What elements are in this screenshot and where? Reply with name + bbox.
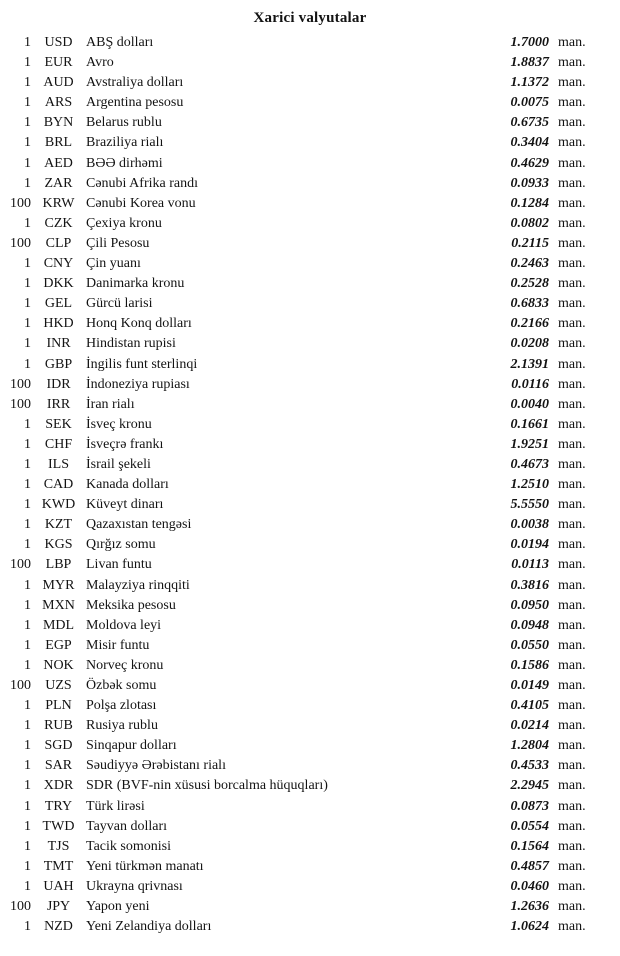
currency-row <box>0 616 620 636</box>
quantity-cell: 1 <box>24 316 31 332</box>
quantity-cell: 1 <box>24 75 31 91</box>
unit-cell: man. <box>558 75 586 91</box>
rate-cell: 0.0194 <box>510 537 549 553</box>
rate-cell: 1.7000 <box>510 35 549 50</box>
rate-cell: 0.4105 <box>510 698 549 714</box>
currency-name-cell: Tayvan dolları <box>86 818 168 834</box>
rate-cell: 2.2945 <box>510 778 549 794</box>
currency-row <box>0 756 620 776</box>
currency-row <box>0 877 620 897</box>
quantity-cell: 1 <box>24 698 31 714</box>
quantity-cell: 1 <box>24 35 31 50</box>
quantity-cell: 1 <box>24 537 31 553</box>
rate-cell: 1.0624 <box>510 919 549 935</box>
currency-name-cell: Çin yuanı <box>86 256 141 272</box>
unit-cell: man. <box>558 195 586 211</box>
unit-cell: man. <box>558 738 586 754</box>
quantity-cell: 1 <box>24 778 31 794</box>
rate-cell: 0.0460 <box>510 878 549 894</box>
currency-code-cell: BYN <box>43 115 74 131</box>
quantity-cell: 1 <box>24 577 31 593</box>
currency-row <box>0 696 620 716</box>
unit-cell: man. <box>558 35 586 50</box>
rate-cell: 0.0075 <box>510 95 549 111</box>
quantity-cell: 100 <box>10 195 31 211</box>
unit-cell: man. <box>558 135 586 151</box>
rate-cell: 1.8837 <box>510 55 549 71</box>
currency-row <box>0 174 620 194</box>
unit-cell: man. <box>558 718 586 734</box>
currency-name-cell: İsveçrə frankı <box>86 436 164 452</box>
rate-cell: 0.2115 <box>511 235 549 251</box>
currency-row <box>0 837 620 857</box>
currency-code-cell: CLP <box>45 235 72 251</box>
currency-code-cell: INR <box>46 336 71 352</box>
quantity-cell: 1 <box>24 818 31 834</box>
rate-cell: 5.5550 <box>510 497 549 513</box>
currency-row <box>0 515 620 535</box>
currency-code-cell: GBP <box>44 356 73 372</box>
currency-row <box>0 294 620 314</box>
unit-cell: man. <box>558 95 586 111</box>
quantity-cell: 1 <box>24 637 31 653</box>
currency-row <box>0 797 620 817</box>
currency-code-cell: SGD <box>44 738 73 754</box>
quantity-cell: 1 <box>24 758 31 774</box>
quantity-cell: 100 <box>10 396 31 412</box>
quantity-cell: 1 <box>24 477 31 493</box>
currency-row <box>0 917 620 937</box>
quantity-cell: 1 <box>24 657 31 673</box>
currency-code-cell: TWD <box>42 818 75 834</box>
quantity-cell: 1 <box>24 416 31 432</box>
rate-cell: 0.0950 <box>510 597 549 613</box>
currency-row <box>0 375 620 395</box>
currency-code-cell: ARS <box>44 95 73 111</box>
currency-row <box>0 395 620 415</box>
unit-cell: man. <box>558 778 586 794</box>
currency-code-cell: KGS <box>44 537 73 553</box>
unit-cell: man. <box>558 698 586 714</box>
unit-cell: man. <box>558 678 586 693</box>
unit-cell: man. <box>558 256 586 272</box>
currency-row <box>0 53 620 73</box>
currency-row <box>0 254 620 274</box>
quantity-cell: 100 <box>10 678 31 693</box>
currency-row <box>0 636 620 656</box>
currency-row <box>0 897 620 917</box>
currency-code-cell: MXN <box>42 597 75 613</box>
currency-name-cell: Cənubi Afrika randı <box>86 175 198 191</box>
quantity-cell: 1 <box>24 798 31 814</box>
currency-code-cell: USD <box>44 35 73 50</box>
rate-cell: 0.0214 <box>510 718 549 734</box>
currency-name-cell: Avro <box>86 55 114 71</box>
currency-row <box>0 93 620 113</box>
currency-name-cell: Belarus rublu <box>86 115 162 131</box>
rate-cell: 0.4533 <box>510 758 549 774</box>
currency-row <box>0 334 620 354</box>
quantity-cell: 100 <box>10 899 31 915</box>
currency-name-cell: Səudiyyə Ərəbistanı rialı <box>86 758 226 774</box>
rate-cell: 0.0149 <box>510 678 549 693</box>
currency-name-cell: Avstraliya dolları <box>86 75 184 91</box>
currency-name-cell: Yeni Zelandiya dolları <box>86 919 212 935</box>
rate-cell: 0.4629 <box>510 155 549 171</box>
unit-cell: man. <box>558 637 586 653</box>
currency-code-cell: TMT <box>43 858 74 874</box>
quantity-cell: 1 <box>24 356 31 372</box>
unit-cell: man. <box>558 296 586 312</box>
currency-code-cell: CAD <box>43 477 74 493</box>
currency-code-cell: TJS <box>47 838 70 854</box>
quantity-cell: 1 <box>24 256 31 272</box>
unit-cell: man. <box>558 557 586 573</box>
quantity-cell: 1 <box>24 95 31 111</box>
currency-name-cell: Sinqapur dolları <box>86 738 177 754</box>
quantity-cell: 1 <box>24 296 31 312</box>
rate-cell: 1.1372 <box>510 75 549 91</box>
currency-row <box>0 576 620 596</box>
currency-name-cell: İran rialı <box>86 396 135 412</box>
quantity-cell: 1 <box>24 55 31 71</box>
currency-code-cell: CNY <box>43 256 74 272</box>
unit-cell: man. <box>558 517 586 533</box>
currency-row <box>0 415 620 435</box>
unit-cell: man. <box>558 456 586 472</box>
currency-name-cell: Misir funtu <box>86 637 150 653</box>
currency-code-cell: KWD <box>41 497 76 513</box>
rate-cell: 0.3816 <box>510 577 549 593</box>
unit-cell: man. <box>558 55 586 71</box>
currency-code-cell: JPY <box>46 899 71 915</box>
currency-code-cell: MDL <box>42 617 75 633</box>
currency-row <box>0 234 620 254</box>
unit-cell: man. <box>558 316 586 332</box>
currency-name-cell: Meksika pesosu <box>86 597 176 613</box>
unit-cell: man. <box>558 597 586 613</box>
currency-name-cell: Argentina pesosu <box>86 95 184 111</box>
currency-name-cell: Yeni türkmən manatı <box>86 858 204 874</box>
currency-name-cell: Tacik somonisi <box>86 838 171 854</box>
rate-cell: 1.2510 <box>510 477 549 493</box>
currency-name-cell: Braziliya rialı <box>86 135 164 151</box>
unit-cell: man. <box>558 878 586 894</box>
currency-code-cell: AED <box>44 155 73 171</box>
unit-cell: man. <box>558 155 586 171</box>
currency-code-cell: NOK <box>43 657 74 673</box>
rate-cell: 1.2804 <box>510 738 549 754</box>
currency-name-cell: Danimarka kronu <box>86 276 185 292</box>
unit-cell: man. <box>558 497 586 513</box>
currency-code-cell: KRW <box>42 195 75 211</box>
currency-code-cell: MYR <box>42 577 75 593</box>
currency-code-cell: XDR <box>43 778 74 794</box>
currency-name-cell: Malayziya rinqqiti <box>86 577 190 593</box>
unit-cell: man. <box>558 235 586 251</box>
currency-name-cell: Gürcü larisi <box>86 296 153 312</box>
currency-code-cell: IDR <box>46 376 71 392</box>
currency-table <box>0 33 620 937</box>
currency-row <box>0 817 620 837</box>
currency-code-cell: BRL <box>44 135 73 151</box>
rate-cell: 0.0554 <box>510 818 549 834</box>
unit-cell: man. <box>558 657 586 673</box>
currency-row <box>0 716 620 736</box>
currency-code-cell: NZD <box>44 919 73 935</box>
currency-row <box>0 73 620 93</box>
currency-name-cell: İngilis funt sterlinqi <box>86 356 198 372</box>
unit-cell: man. <box>558 175 586 191</box>
unit-cell: man. <box>558 838 586 854</box>
currency-row <box>0 455 620 475</box>
unit-cell: man. <box>558 798 586 814</box>
currency-name-cell: Türk lirəsi <box>86 798 145 814</box>
currency-row <box>0 555 620 575</box>
rate-cell: 0.6833 <box>510 296 549 312</box>
quantity-cell: 1 <box>24 456 31 472</box>
currency-code-cell: ZAR <box>44 175 73 191</box>
currency-name-cell: Polşa zlotası <box>86 698 157 714</box>
rate-cell: 1.2636 <box>510 899 549 915</box>
currency-code-cell: TRY <box>44 798 73 814</box>
currency-row <box>0 133 620 153</box>
unit-cell: man. <box>558 376 586 392</box>
currency-name-cell: Kanada dolları <box>86 477 169 493</box>
quantity-cell: 1 <box>24 135 31 151</box>
currency-code-cell: AUD <box>43 75 74 91</box>
currency-row <box>0 676 620 696</box>
currency-code-cell: PLN <box>45 698 72 714</box>
currency-code-cell: SEK <box>45 416 72 432</box>
unit-cell: man. <box>558 537 586 553</box>
currency-row <box>0 113 620 133</box>
rate-cell: 0.2463 <box>510 256 549 272</box>
quantity-cell: 1 <box>24 718 31 734</box>
currency-code-cell: CHF <box>44 436 73 452</box>
quantity-cell: 1 <box>24 838 31 854</box>
currency-name-cell: Rusiya rublu <box>86 718 158 734</box>
currency-row <box>0 656 620 676</box>
unit-cell: man. <box>558 416 586 432</box>
quantity-cell: 1 <box>24 617 31 633</box>
currency-name-cell: Ukrayna qrivnası <box>86 878 183 894</box>
currency-row <box>0 33 620 53</box>
rate-cell: 0.2528 <box>510 276 549 292</box>
currency-code-cell: EGP <box>45 637 72 653</box>
unit-cell: man. <box>558 336 586 352</box>
currency-code-cell: EUR <box>44 55 73 71</box>
rate-cell: 0.0038 <box>510 517 549 533</box>
rate-cell: 0.1564 <box>510 838 549 854</box>
currency-row <box>0 435 620 455</box>
unit-cell: man. <box>558 356 586 372</box>
quantity-cell: 1 <box>24 436 31 452</box>
quantity-cell: 1 <box>24 878 31 894</box>
currency-row <box>0 355 620 375</box>
currency-row <box>0 596 620 616</box>
currency-name-cell: Hindistan rupisi <box>86 336 176 352</box>
currency-name-cell: Honq Konq dolları <box>86 316 192 332</box>
unit-cell: man. <box>558 899 586 915</box>
quantity-cell: 1 <box>24 738 31 754</box>
currency-code-cell: HKD <box>43 316 74 332</box>
currency-name-cell: Çexiya kronu <box>86 215 162 231</box>
quantity-cell: 1 <box>24 597 31 613</box>
currency-code-cell: DKK <box>43 276 74 292</box>
unit-cell: man. <box>558 436 586 452</box>
rate-cell: 0.0802 <box>510 215 549 231</box>
unit-cell: man. <box>558 758 586 774</box>
currency-name-cell: Norveç kronu <box>86 657 164 673</box>
currency-row <box>0 194 620 214</box>
rate-cell: 0.0040 <box>510 396 549 412</box>
quantity-cell: 100 <box>10 557 31 573</box>
quantity-cell: 1 <box>24 497 31 513</box>
currency-code-cell: UAH <box>43 878 74 894</box>
rate-cell: 0.0873 <box>510 798 549 814</box>
quantity-cell: 1 <box>24 336 31 352</box>
page-title: Xarici valyutalar <box>253 10 367 26</box>
quantity-cell: 100 <box>10 235 31 251</box>
unit-cell: man. <box>558 477 586 493</box>
currency-code-cell: RUB <box>44 718 73 734</box>
currency-row <box>0 776 620 796</box>
currency-code-cell: ILS <box>48 456 69 472</box>
unit-cell: man. <box>558 577 586 593</box>
rate-cell: 0.3404 <box>510 135 549 151</box>
currency-name-cell: Çili Pesosu <box>86 235 150 251</box>
currency-name-cell: Qazaxıstan tengəsi <box>86 517 192 533</box>
quantity-cell: 1 <box>24 517 31 533</box>
rate-cell: 0.0948 <box>510 617 549 633</box>
currency-row <box>0 736 620 756</box>
unit-cell: man. <box>558 617 586 633</box>
rate-cell: 0.4673 <box>510 456 549 472</box>
rate-cell: 0.2166 <box>510 316 549 332</box>
rate-cell: 0.0933 <box>510 175 549 191</box>
quantity-cell: 1 <box>24 276 31 292</box>
unit-cell: man. <box>558 818 586 834</box>
currency-code-cell: UZS <box>45 678 72 693</box>
currency-name-cell: ABŞ dolları <box>86 35 154 50</box>
currency-code-cell: IRR <box>46 396 71 412</box>
currency-row <box>0 274 620 294</box>
currency-row <box>0 495 620 515</box>
unit-cell: man. <box>558 115 586 131</box>
quantity-cell: 1 <box>24 115 31 131</box>
currency-name-cell: Cənubi Korea vonu <box>86 195 196 211</box>
currency-code-cell: KZT <box>44 517 73 533</box>
currency-code-cell: CZK <box>44 215 73 231</box>
rate-cell: 0.0550 <box>510 637 549 653</box>
quantity-cell: 1 <box>24 919 31 935</box>
rate-cell: 0.4857 <box>510 858 549 874</box>
quantity-cell: 1 <box>24 175 31 191</box>
currency-code-cell: SAR <box>44 758 73 774</box>
currency-name-cell: İsveç kronu <box>86 416 152 432</box>
rate-cell: 0.6735 <box>510 115 549 131</box>
rate-cell: 2.1391 <box>510 356 549 372</box>
currency-name-cell: Qırğız somu <box>86 537 156 553</box>
unit-cell: man. <box>558 396 586 412</box>
unit-cell: man. <box>558 919 586 935</box>
quantity-cell: 100 <box>10 376 31 392</box>
currency-name-cell: İndoneziya rupiası <box>86 376 190 392</box>
currency-name-cell: İsrail şekeli <box>86 456 151 472</box>
rate-cell: 0.1284 <box>510 195 549 211</box>
currency-name-cell: Küveyt dinarı <box>86 497 164 513</box>
quantity-cell: 1 <box>24 858 31 874</box>
currency-name-cell: Moldova leyi <box>86 617 162 633</box>
currency-row <box>0 857 620 877</box>
unit-cell: man. <box>558 276 586 292</box>
currency-name-cell: BƏƏ dirhəmi <box>86 155 163 171</box>
rate-cell: 0.0113 <box>511 557 549 573</box>
rate-cell: 0.1661 <box>510 416 549 432</box>
currency-name-cell: Livan funtu <box>86 557 152 573</box>
unit-cell: man. <box>558 858 586 874</box>
currency-name-cell: SDR (BVF-nin xüsusi borcalma hüquqları) <box>86 778 328 794</box>
currency-row <box>0 475 620 495</box>
currency-row <box>0 314 620 334</box>
currency-code-cell: LBP <box>45 557 72 573</box>
quantity-cell: 1 <box>24 155 31 171</box>
currency-name-cell: Yapon yeni <box>86 899 150 915</box>
rate-cell: 0.0208 <box>510 336 549 352</box>
currency-code-cell: GEL <box>44 296 73 312</box>
quantity-cell: 1 <box>24 215 31 231</box>
currency-name-cell: Özbək somu <box>86 678 157 693</box>
currency-row <box>0 154 620 174</box>
currency-row <box>0 214 620 234</box>
rate-cell: 1.9251 <box>510 436 549 452</box>
rate-cell: 0.0116 <box>511 376 549 392</box>
currency-row <box>0 535 620 555</box>
unit-cell: man. <box>558 215 586 231</box>
rate-cell: 0.1586 <box>510 657 549 673</box>
